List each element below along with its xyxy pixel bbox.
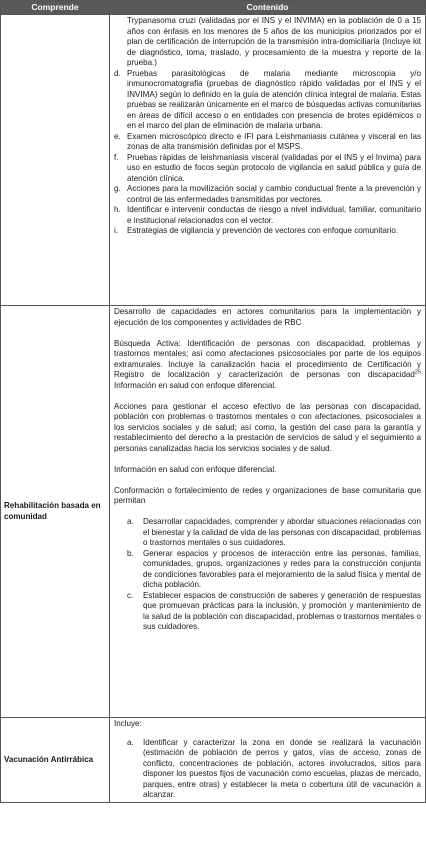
table-row-rbc xyxy=(1,306,426,718)
list-item xyxy=(127,549,421,591)
vacunacion-intro: Incluye: xyxy=(114,719,142,728)
table-header-row xyxy=(1,1,426,15)
rbc-paragraph-5: Conformación o fortalecimiento de redes y organizaciones de base comunitaria que permitan xyxy=(114,485,421,505)
list-item-text: Pruebas rápidas de leishmaniasis visceral (validadas por el INS y el Invima) para uso en estudio de focos según protocolo de vigilancia en salud pública y guía de atención clínica. xyxy=(127,152,421,183)
list-item xyxy=(114,132,421,153)
list-item-text: Estrategias de vigilancia y prevención de vectores con enfoque comunitario. xyxy=(127,226,399,235)
header-comprende: Comprende xyxy=(1,1,110,15)
rbc-p2-tail: Información en salud con enfoque diferencial. xyxy=(114,380,277,390)
list-item-text: Acciones para la movilización social y cambio conductual frente a la prevención y control de las enfermedades transmitidas por vectores. xyxy=(127,184,421,204)
list-item xyxy=(114,226,421,237)
list-item-text: Identificar y caracterizar la zona en donde se realizará la vacunación (estimación de población de perros y gatos, vías de acceso, zonas de conflicto, concentraciones de población, actores involucrados, sitios para disponer los puestos fijos de vacunación como escuelas, plazas de mercado, parques, entre otras) y establecer la meta o cobertura útil de vacunación a alcanzar. xyxy=(143,737,421,799)
rbc-paragraph-3: Acciones para gestionar el acceso efectivo de las personas con discapacidad, población con problemas o trastornos mentales o con afectaciones, psicosociales a los servicios sociales y de salud; así como, la gestión del caso para la garantía y restablecimiento del derecho a la prestación de servicios de salud y el seguimiento a personas canalizadas hacia los servicios sociales y de salud. xyxy=(114,401,421,453)
list-item-text: Identificar e intervenir conductas de riesgo a nivel individual, familiar, comunitario e institucional relacionados con el vector. xyxy=(127,205,421,225)
rbc-paragraph-2 xyxy=(114,339,421,392)
row-label-vacunacion: Vacunación Antirrábica xyxy=(1,718,110,803)
list-item xyxy=(114,153,421,185)
row-label-empty xyxy=(1,15,110,306)
row-label-rbc: Rehabilitación basada en comunidad xyxy=(1,306,110,718)
list-marker: f. xyxy=(114,152,119,162)
footnote-ref: 25 xyxy=(414,369,421,376)
list-marker: i. xyxy=(114,226,119,235)
list-item-text: Examen microscópico directo e IFI para Leishmaniasis cutánea y visceral en las zonas de alta transmisión definidas por el MSPS. xyxy=(127,131,421,151)
table-row-vacunacion xyxy=(1,718,426,803)
rbc-p2-text: Búsqueda Activa: Identificación de personas con discapacidad, problemas y trastornos mentales; así como afectaciones psicosociales por parte de los equipos extramurales. Incluye la canalización hacia el procedimiento de Certificación y Registro de localización y caracterización de personas con discapacidad xyxy=(114,338,421,379)
rbc-paragraph-1: Desarrollo de capacidades en actores comunitarios para la implementación y ejecución de los componentes y actividades de RBC xyxy=(114,307,421,327)
list-marker: b. xyxy=(127,548,134,558)
row-content-rbc xyxy=(110,306,426,718)
list-marker: d. xyxy=(114,68,121,78)
list-item-text: Generar espacios y procesos de interacción entre las personas, familias, comunidades, grupos, organizaciones y redes para la construcción conjunta de condiciones favorables para el mejoramiento de la salud física y mental de dicha población. xyxy=(143,548,421,589)
list-item xyxy=(127,591,421,633)
list-item xyxy=(114,69,421,132)
row-content-vacunacion xyxy=(110,718,426,803)
list-marker: a. xyxy=(127,517,134,526)
list-item-text: Establecer espacios de construcción de saberes y generación de respuestas que promuevan prácticas para la inclusión, y promoción y mantenimiento de la salud de la población con discapacidad, problemas o trastornos mentales o sus cuidadores. xyxy=(143,590,421,631)
list-marker: e. xyxy=(114,131,121,141)
list-marker: c. xyxy=(127,590,134,600)
list-item xyxy=(114,184,421,205)
rbc-paragraph-4: Información en salud con enfoque diferencial. xyxy=(114,464,277,474)
list-marker: g. xyxy=(114,184,121,193)
list-item-text: Desarrollar capacidades, comprender y abordar situaciones relacionadas con el bienestar y la calidad de vida de las personas con discapacidad, problemas o trastornos mentales o sus cuidadores. xyxy=(143,517,421,547)
header-contenido: Contenido xyxy=(110,1,426,15)
row-content-vectores xyxy=(110,15,426,306)
table-row-vectores xyxy=(1,15,426,306)
list-marker: h. xyxy=(114,205,121,214)
list-item xyxy=(127,517,421,549)
list-item-text: Pruebas parasitológicas de malaria mediante microscopia y/o inmunocromatografia (pruebas de diagnóstico rápido validadas por el INS y el INVIMA) según lo definido en la guía de atención clínica integral de malaria. Estas pruebas se realizarán únicamente en el marco de búsquedas activas comunitarias en áreas de difícil acceso o en entidades con presencia de brotes epidémicos o en el marco del plan de eliminación de malaria urbana. xyxy=(127,68,421,130)
list-marker: a. xyxy=(127,737,134,747)
list-item xyxy=(114,205,421,226)
item-continuation: Trypanasoma cruzi (validadas por el INS y el INVIMA) en la población de 0 a 15 años con énfasis en los menores de 5 años de los municipios priorizados por el plan de certificación de interrupción de la transmisión intra-domiciliaria (Incluye kit de diagnóstico, toma, traslado, y procesamiento de la muestra y reporte de la prueba.) xyxy=(127,16,421,67)
list-item xyxy=(127,738,421,801)
